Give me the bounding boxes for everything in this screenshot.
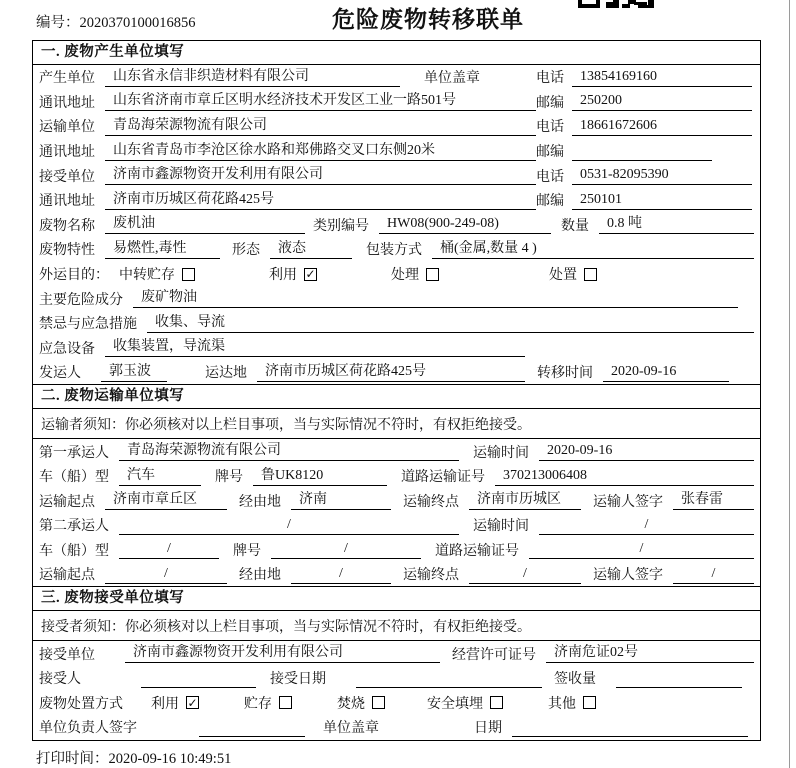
option-label: 中转贮存: [119, 268, 175, 284]
disposal-option-utilize: [151, 693, 199, 713]
serial-label: 编号：: [36, 15, 80, 31]
receiver-notice: 接受者须知：你必须核对以上栏目事项，当与实际情况不符时，有权拒绝接受。: [33, 611, 760, 641]
checkbox-other: [583, 696, 596, 709]
accept-date-label: 接受日期: [270, 672, 326, 688]
checkbox-dispose: [584, 268, 597, 281]
row-responsible-signature: [33, 715, 760, 740]
road-license-2-value: /: [529, 540, 754, 559]
row-transporter-address: [33, 139, 760, 164]
section-transporter-title: 二. 废物运输单位填写: [33, 385, 760, 409]
second-carrier-value: /: [119, 516, 459, 535]
first-carrier-label: 第一承运人: [39, 445, 109, 461]
transporter-zip-group: [536, 141, 754, 161]
option-label: 焚烧: [337, 696, 365, 712]
route-end-value: 济南市历城区: [469, 491, 581, 510]
producer-zip-value: 250200: [572, 92, 752, 111]
zip-label: 邮编: [536, 145, 564, 161]
row-hazard-components: [33, 286, 760, 311]
row-receiver-address: [33, 188, 760, 213]
producer-address-label: 通讯地址: [39, 95, 95, 111]
transporter-phone-value: 18661672606: [572, 117, 752, 136]
route-via-value: 济南: [291, 491, 391, 510]
print-time-label: 打印时间：: [36, 751, 109, 767]
disposal-option-landfill: [427, 693, 503, 713]
zip-label: 邮编: [536, 95, 564, 111]
section-receiver: [32, 586, 761, 740]
phone-label: 电话: [536, 120, 564, 136]
date-value: [512, 718, 748, 737]
carrier-signature-2-value: /: [673, 565, 754, 584]
row-transfer-purpose: [33, 262, 760, 287]
acceptor-value: [141, 669, 256, 688]
waste-properties-value: 易燃性,毒性: [105, 240, 220, 259]
hazard-components-label: 主要危险成分: [39, 292, 123, 308]
producer-unit-label: 产生单位: [39, 71, 95, 87]
serial-number: [36, 11, 196, 32]
row-second-carrier: [33, 513, 760, 538]
manifest-form: [32, 40, 761, 741]
waste-name-value: 废机油: [105, 215, 305, 234]
row-producer-unit: [33, 65, 760, 90]
accept-date-value: [356, 669, 542, 688]
transport-time-value: 2020-09-16: [539, 442, 754, 461]
accepting-unit-label: 接受单位: [39, 647, 95, 663]
row-producer-address: [33, 90, 760, 115]
acceptor-label: 接受人: [39, 672, 81, 688]
row-route-2: [33, 562, 760, 587]
producer-phone-group: [536, 67, 754, 87]
route-end-label: 运输终点: [403, 494, 459, 510]
option-label: 贮存: [244, 696, 272, 712]
row-waste-name: [33, 213, 760, 238]
row-receiver-unit: [33, 163, 760, 188]
responsible-signature-label: 单位负责人签字: [39, 721, 137, 737]
transfer-purpose-label: 外运目的：: [39, 268, 109, 284]
transfer-time-value: 2020-09-16: [603, 363, 729, 382]
vehicle-type-value: 汽车: [119, 467, 201, 486]
row-vehicle-2: [33, 538, 760, 563]
vehicle-type-2-value: /: [119, 540, 219, 559]
responsible-signature-value: [199, 718, 305, 737]
taboo-measures-label: 禁忌与应急措施: [39, 317, 137, 333]
section-transporter: [32, 384, 761, 588]
receiver-zip-value: 250101: [572, 191, 752, 210]
unit-seal-label: 单位盖章: [424, 71, 480, 87]
transport-time-2-value: /: [539, 516, 754, 535]
qr-code-partial-icon: [578, 0, 656, 9]
option-label: 处置: [549, 268, 577, 284]
purpose-option-utilize: [269, 264, 317, 284]
disposal-option-incinerate: [337, 693, 385, 713]
route-end-label: 运输终点: [403, 568, 459, 584]
plate-label: 牌号: [233, 543, 261, 559]
emergency-equipment-label: 应急设备: [39, 341, 95, 357]
serial-value: 2020370100016856: [79, 15, 196, 31]
transporter-unit-value: 青岛海荣源物流有限公司: [105, 117, 536, 136]
carrier-signature-label: 运输人签字: [593, 494, 663, 510]
packaging-label: 包装方式: [366, 243, 422, 259]
option-label: 安全填埋: [427, 696, 483, 712]
received-quantity-value: [616, 669, 742, 688]
receiver-unit-label: 接受单位: [39, 169, 95, 185]
route-start-2-value: /: [105, 565, 227, 584]
section-producer: [32, 40, 761, 386]
page-edge-line: [789, 0, 790, 768]
quantity-value: 0.8 吨: [599, 215, 754, 234]
carrier-signature-value: 张春雷: [673, 491, 754, 510]
route-via-label: 经由地: [239, 494, 281, 510]
road-license-label: 道路运输证号: [435, 543, 519, 559]
receiver-phone-group: [536, 166, 754, 186]
category-code-label: 类别编号: [313, 218, 369, 234]
dispatcher-label: 发运人: [39, 366, 81, 382]
date-label: 日期: [474, 721, 502, 737]
destination-label: 运达地: [205, 366, 247, 382]
row-transporter-unit: [33, 114, 760, 139]
route-via-label: 经由地: [239, 568, 281, 584]
row-taboo-measures: [33, 311, 760, 336]
phone-label: 电话: [536, 71, 564, 87]
waste-name-label: 废物名称: [39, 218, 95, 234]
producer-phone-value: 13854169160: [572, 68, 752, 87]
receiver-unit-value: 济南市鑫源物资开发利用有限公司: [105, 166, 536, 185]
permit-number-label: 经营许可证号: [452, 647, 536, 663]
waste-properties-label: 废物特性: [39, 243, 95, 259]
route-via-2-value: /: [291, 565, 391, 584]
route-start-value: 济南市章丘区: [105, 491, 227, 510]
producer-unit-value: 山东省永信非织造材料有限公司: [105, 68, 400, 87]
transporter-address-value: 山东省青岛市李沧区徐水路和郑佛路交叉口东侧20米: [105, 142, 536, 161]
producer-zip-group: [536, 92, 754, 112]
destination-value: 济南市历城区荷花路425号: [257, 363, 525, 382]
page-title: 危险废物转移联单: [332, 7, 524, 32]
option-label: 处理: [391, 268, 419, 284]
row-emergency-equipment: [33, 336, 760, 361]
checkbox-incinerate: [372, 696, 385, 709]
form-value: 液态: [270, 240, 352, 259]
plate-2-value: /: [271, 540, 421, 559]
transport-time-label: 运输时间: [473, 519, 529, 535]
row-waste-properties: [33, 237, 760, 262]
producer-address-value: 山东省济南市章丘区明水经济技术开发区工业一路501号: [105, 92, 536, 111]
option-label: 利用: [151, 696, 179, 712]
checkbox-storage: [279, 696, 292, 709]
disposal-option-other: [548, 693, 596, 713]
category-code-value: HW08(900-249-08): [379, 215, 551, 234]
vehicle-type-label: 车（船）型: [39, 543, 109, 559]
checkbox-storage: [182, 268, 195, 281]
receiver-address-label: 通讯地址: [39, 194, 95, 210]
receiver-address-value: 济南市历城区荷花路425号: [105, 191, 536, 210]
print-time: [36, 747, 231, 768]
accepting-unit-value: 济南市鑫源物资开发利用有限公司: [125, 644, 440, 663]
route-start-label: 运输起点: [39, 494, 95, 510]
plate-value: 鲁UK8120: [253, 467, 387, 486]
transporter-notice: 运输者须知：你必须核对以上栏目事项，当与实际情况不符时，有权拒绝接受。: [33, 409, 760, 439]
quantity-label: 数量: [561, 218, 589, 234]
route-start-label: 运输起点: [39, 568, 95, 584]
transporter-unit-label: 运输单位: [39, 120, 95, 136]
section-receiver-title: 三. 废物接受单位填写: [33, 587, 760, 611]
transporter-phone-group: [536, 116, 754, 136]
purpose-option-treat: [391, 264, 439, 284]
print-time-value: 2020-09-16 10:49:51: [108, 751, 232, 767]
receiver-zip-group: [536, 190, 754, 210]
purpose-option-storage: [119, 264, 195, 284]
unit-seal-label: 单位盖章: [323, 721, 379, 737]
row-vehicle-1: [33, 464, 760, 489]
carrier-signature-label: 运输人签字: [593, 568, 663, 584]
zip-label: 邮编: [536, 194, 564, 210]
transport-time-label: 运输时间: [473, 445, 529, 461]
row-disposal-method: [33, 690, 760, 715]
emergency-equipment-value: 收集装置，导流渠: [105, 338, 525, 357]
receiver-phone-value: 0531-82095390: [572, 166, 752, 185]
transfer-time-label: 转移时间: [537, 366, 593, 382]
road-license-value: 370213006408: [495, 467, 754, 486]
transporter-address-label: 通讯地址: [39, 145, 95, 161]
received-quantity-label: 签收量: [554, 672, 596, 688]
transporter-zip-value: [572, 142, 712, 161]
route-end-2-value: /: [469, 565, 581, 584]
row-accepting-unit: [33, 641, 760, 666]
permit-number-value: 济南危证02号: [546, 644, 754, 663]
checkbox-utilize: ✓: [305, 267, 316, 282]
section-producer-title: 一. 废物产生单位填写: [33, 41, 760, 65]
option-label: 其他: [548, 696, 576, 712]
first-carrier-value: 青岛海荣源物流有限公司: [119, 442, 459, 461]
hazard-components-value: 废矿物油: [133, 289, 738, 308]
checkbox-utilize: ✓: [187, 695, 198, 710]
row-acceptor: [33, 666, 760, 691]
vehicle-type-label: 车（船）型: [39, 470, 109, 486]
disposal-method-label: 废物处置方式: [39, 696, 123, 712]
option-label: 利用: [269, 268, 297, 284]
dispatcher-value: 郭玉波: [101, 363, 167, 382]
road-license-label: 道路运输证号: [401, 470, 485, 486]
purpose-option-dispose: [549, 264, 597, 284]
checkbox-landfill: [490, 696, 503, 709]
disposal-option-storage: [244, 693, 292, 713]
row-dispatch: [33, 360, 760, 385]
row-route-1: [33, 488, 760, 513]
phone-label: 电话: [536, 169, 564, 185]
second-carrier-label: 第二承运人: [39, 519, 109, 535]
form-label: 形态: [232, 243, 260, 259]
row-first-carrier: [33, 439, 760, 464]
plate-label: 牌号: [215, 470, 243, 486]
taboo-measures-value: 收集、导流: [147, 314, 754, 333]
checkbox-treat: [426, 268, 439, 281]
packaging-value: 桶(金属,数量 4 ): [432, 240, 754, 259]
